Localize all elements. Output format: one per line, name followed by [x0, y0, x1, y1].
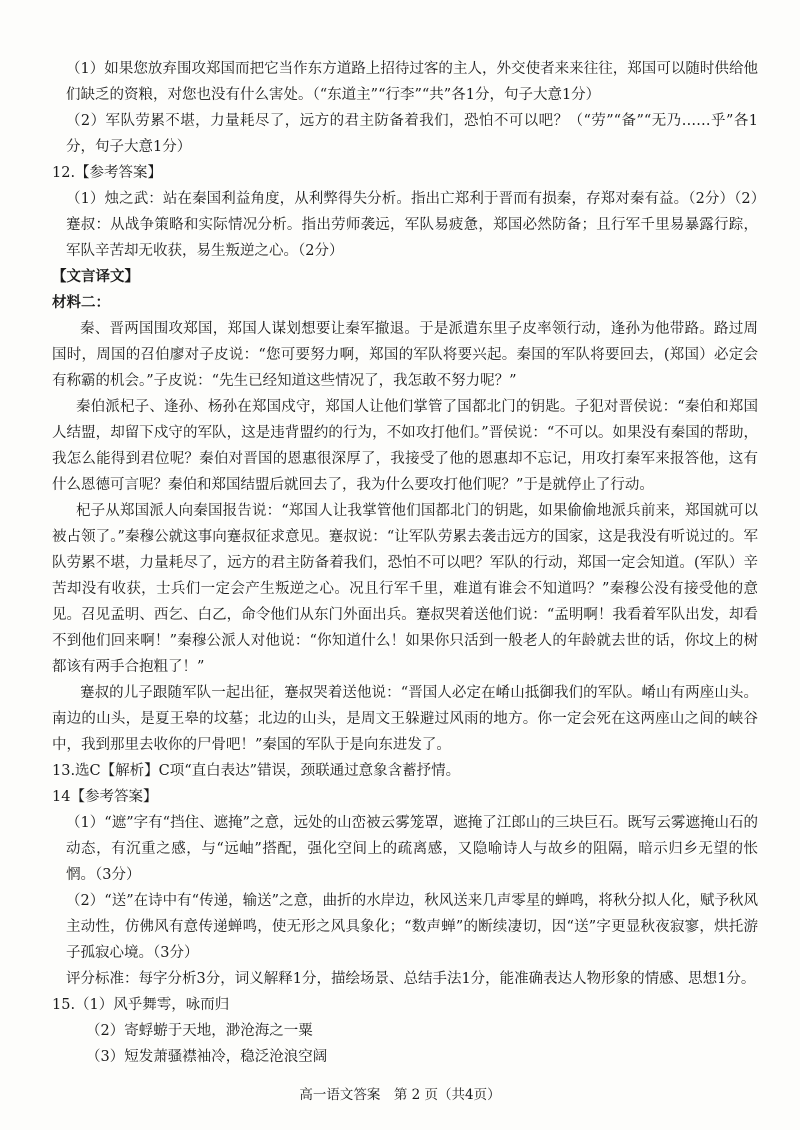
- answer-sheet-page: [52, 56, 758, 1070]
- q14-answer-part2: （2）“送”在诗中有“传递，输送”之意，曲折的水岸边，秋风送来几声零星的蝉鸣，将秋分拟人化，赋予秋风主动性，仿佛风有意传递蝉鸣，使无形之风具象化；“数声蝉”的断续凄切，因“送”字更显秋夜寂寥，烘托游子孤寂心境。（3分）: [66, 893, 758, 961]
- q15-item-1: 15.（1）风乎舞雩，咏而归: [52, 997, 230, 1013]
- material-two-heading: 材料二：: [52, 294, 110, 311]
- translation-heading: 【文言译文】: [52, 268, 139, 285]
- q11-answer-part2: （2）军队劳累不堪，力量耗尽了，远方的君主防备着我们，恐怕不可以吧？（“劳”“备”“无乃……乎”各1分，句子大意1分）: [66, 113, 758, 155]
- translation-paragraph-2: 秦伯派杞子、逢孙、杨孙在郑国戍守，郑国人让他们掌管了国都北门的钥匙。子犯对晋侯说：“秦伯和郑国人结盟，却留下戍守的军队，这是违背盟约的行为，不如攻打他们。”晋侯说：“不可以。如果没有秦国的帮助，我怎么能得到君位呢？秦伯对晋国的恩惠很深厚了，我接受了他的恩惠却不忘记，用攻打秦军来报答他，这有什么恩德可言呢？秦伯和郑国结盟后就回去了，我为什么要攻打他们呢？”于是就停止了行动。: [52, 399, 758, 493]
- q15-item-2: （2）寄蜉蝣于天地，渺沧海之一粟: [86, 1023, 313, 1039]
- translation-paragraph-4: 蹇叔的儿子跟随军队一起出征，蹇叔哭着送他说：“晋国人必定在崤山抵御我们的军队。崤山有两座山头。南边的山头，是夏王皋的坟墓；北边的山头，是周文王躲避过风雨的地方。你一定会死在这两座山之间的峡谷中，我到那里去收你的尸骨吧！”秦国的军队于是向东进发了。: [52, 685, 758, 753]
- q12-answer: （1）烛之武：站在秦国利益角度，从利弊得失分析。指出亡郑利于晋而有损秦，存郑对秦有益。（2分）（2）蹇叔：从战争策略和实际情况分析。指出劳师袭远，军队易疲惫，郑国必然防备；且行军千里易暴露行踪，军队辛苦却无收获，易生叛逆之心。（2分）: [66, 191, 758, 259]
- q14-scoring-criteria: 评分标准：每字分析3分，词义解释1分，描绘场景、总结手法1分，能准确表达人物形象的情感、思想1分。: [66, 971, 756, 987]
- q14-heading: 14【参考答案】: [52, 789, 158, 805]
- translation-paragraph-1: 秦、晋两国围攻郑国，郑国人谋划想要让秦军撤退。于是派遣东里子皮率领行动，逢孙为他带路。路过周国时，周国的召伯廖对子皮说：“您可要努力啊，郑国的军队将要兴起。秦国的军队将要回去，(郑国）必定会有称霸的机会。”子皮说：“先生已经知道这些情况了，我怎敢不努力呢？”: [52, 321, 758, 389]
- translation-paragraph-3: 杞子从郑国派人向秦国报告说：“郑国人让我掌管他们国都北门的钥匙，如果偷偷地派兵前来，郑国就可以被占领了。”秦穆公就这事向蹇叔征求意见。蹇叔说：“让军队劳累去袭击远方的国家，这是我没有听说过的。军队劳累不堪，力量耗尽了，远方的君主防备着我们，恐怕不可以吧？军队的行动，郑国一定会知道。(军队）辛苦却没有收获，士兵们一定会产生叛逆之心。况且行军千里，难道有谁会不知道吗？”秦穆公没有接受他的意见。召见孟明、西乞、白乙，命令他们从东门外面出兵。蹇叔哭着送他们说：“孟明啊！我看着军队出发，却看不到他们回来啊！”秦穆公派人对他说：“你知道什么！如果你只活到一般老人的年龄就去世的话，你坟上的树都该有两手合抱粗了！”: [52, 503, 758, 675]
- q13-answer: 13.选C【解析】C项“直白表达”错误，颈联通过意象含蓄抒情。: [52, 763, 461, 779]
- q15-item-3: （3）短发萧骚襟袖冷，稳泛沧浪空阔: [86, 1049, 328, 1065]
- page-footer: 高一语文答案 第 2 页（共4页）: [299, 1087, 501, 1103]
- q12-heading: 12.【参考答案】: [52, 165, 163, 181]
- q14-answer-part1: （1）“遮”字有“挡住、遮掩”之意，远处的山峦被云雾笼罩，遮掩了江郎山的三块巨石。既写云雾遮掩山石的动态，有沉重之感，与“远岫”搭配，强化空间上的疏离感，又隐喻诗人与故乡的阻隔，暗示归乡无望的怅惘。（3分）: [66, 815, 758, 883]
- q11-answer-part1: （1）如果您放弃围攻郑国而把它当作东方道路上招待过客的主人，外交使者来来往往，郑国可以随时供给他们缺乏的资粮，对您也没有什么害处。（“东道主”“行李”“共”各1分，句子大意1分）: [66, 61, 758, 103]
